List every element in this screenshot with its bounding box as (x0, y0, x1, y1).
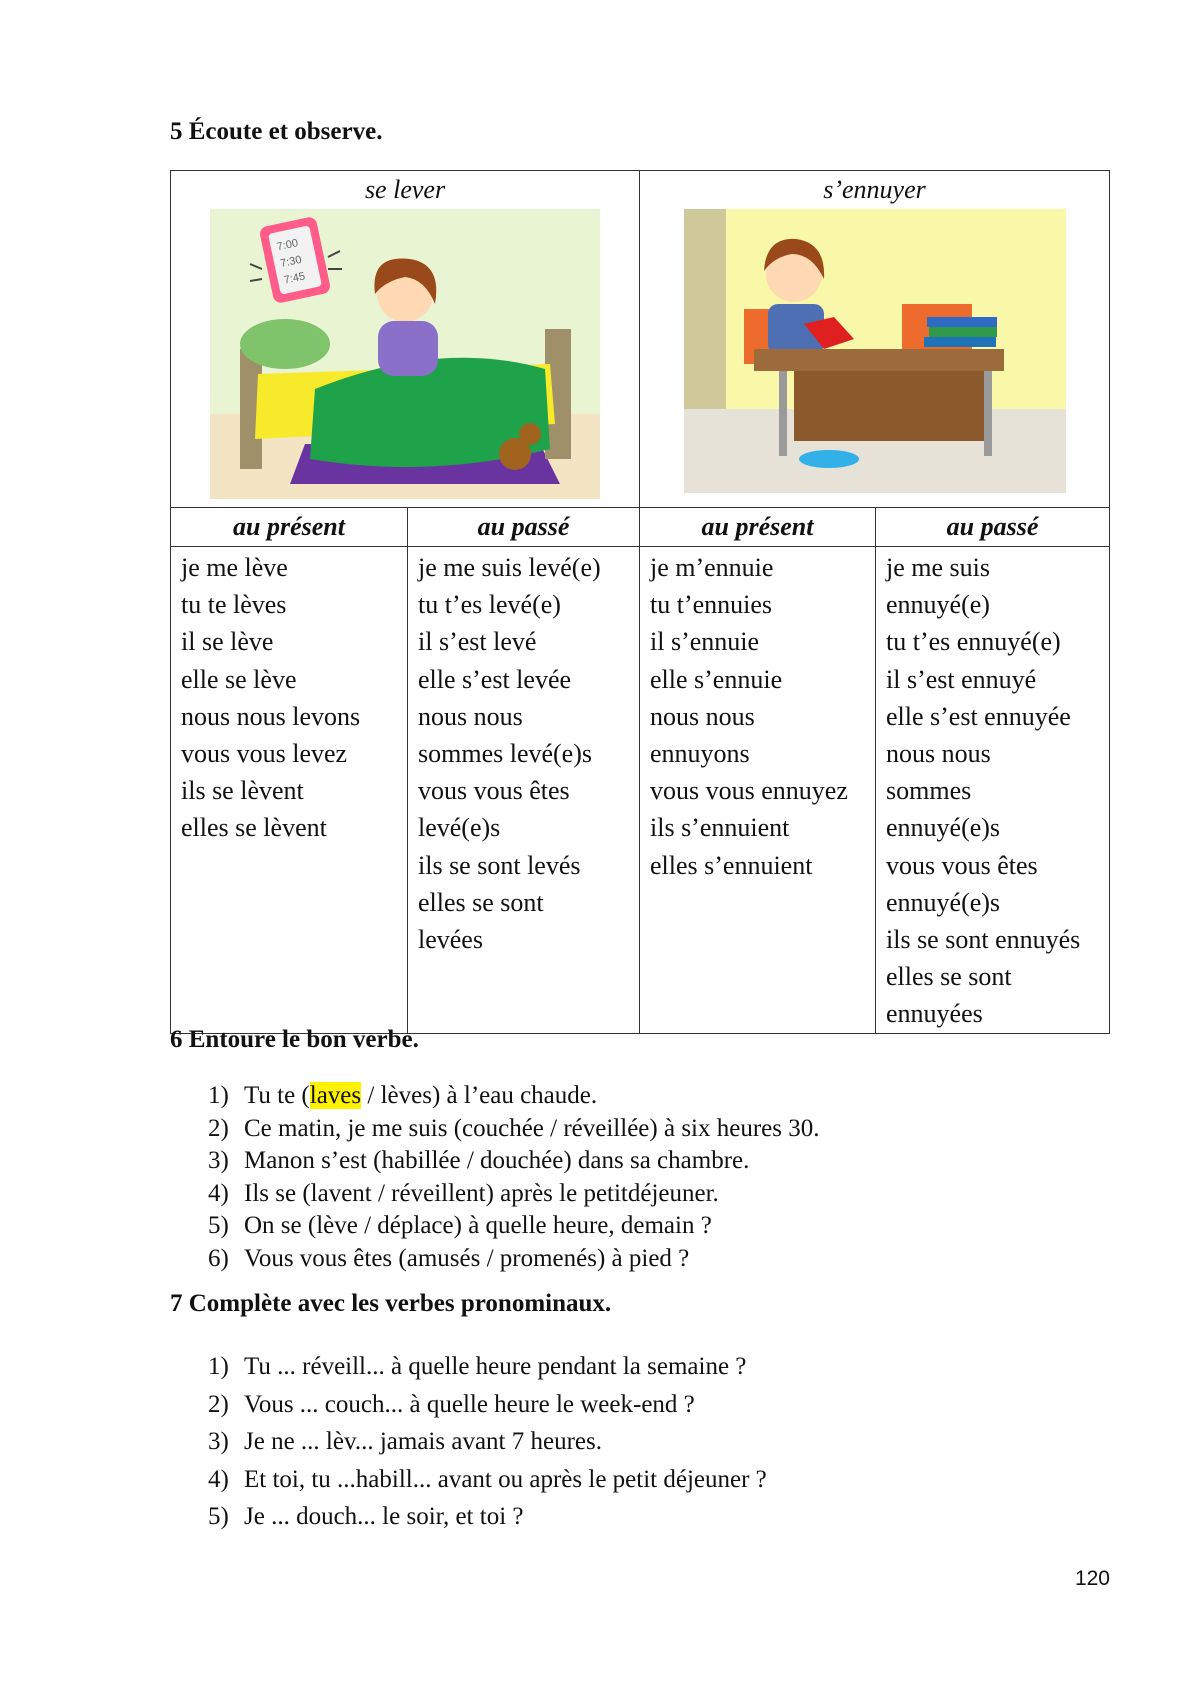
conjugation-line: vous vous êtes (886, 850, 1038, 880)
conjugation-line: ils se sont ennuyés (886, 924, 1081, 954)
conjugation-line: tu t’es ennuyé(e) (886, 627, 1061, 657)
conjugation-line: vous vous êtes (418, 776, 570, 806)
conjugation-line: ils se sont levés (418, 850, 581, 880)
item-number: 6) (208, 1244, 229, 1272)
conjugation-line: sommes (886, 776, 972, 806)
exercise-item (208, 1178, 820, 1211)
conjugation-line: nous nous (886, 738, 991, 768)
conjugation-line: tu t’es levé(e) (418, 590, 561, 620)
girl-waking-up-illustration (210, 209, 600, 499)
verb-se-lever-cell (171, 171, 640, 508)
conjugation-line: levées (418, 924, 483, 954)
conjugation-line: elle se lève (181, 664, 297, 694)
item-number: 1) (208, 1082, 229, 1109)
conjugation-line: nous nous (650, 701, 755, 731)
exercise-7-title: 7 Complète avec les verbes pronominaux. (170, 1290, 612, 1317)
item-number: 4) (208, 1465, 229, 1493)
exercise-5-title: 5 Écoute et observe. (170, 118, 383, 145)
conjugation-line: ennuyons (650, 738, 750, 768)
exercise-item (208, 1210, 820, 1243)
exercise-item (208, 1145, 820, 1178)
s-ennuyer-past-forms (876, 547, 1109, 1033)
conjugation-line: vous vous ennuyez (650, 776, 848, 806)
item-text (244, 1461, 767, 1499)
sentence-part: Et toi, tu ...habill... avant ou après le petit déjeuner ? (244, 1465, 767, 1493)
exercise-6-title: 6 Entoure le bon verbe. (170, 1026, 419, 1053)
se-lever-past-forms (408, 547, 639, 1033)
conjugation-line: elle s’ennuie (650, 664, 783, 694)
sentence-part: Manon s’est (habillée / douchée) dans sa chambre. (244, 1147, 750, 1174)
exercise-item (208, 1348, 767, 1386)
conjugation-line: il se lève (181, 627, 274, 657)
item-number: 3) (208, 1147, 229, 1174)
sentence-part: Ils se (lavent / réveillent) après le petitdéjeuner. (244, 1179, 719, 1207)
verb-infinitive: s’ennuyer (823, 175, 926, 204)
item-text (244, 1243, 689, 1276)
exercise-7-list (208, 1348, 767, 1536)
verb-s-ennuyer-cell (640, 171, 1110, 508)
item-number: 5) (208, 1212, 229, 1239)
exercise-6-list (208, 1080, 820, 1275)
item-text (244, 1386, 695, 1424)
book-stack-icon (924, 317, 997, 347)
tense-header: au présent (640, 508, 876, 547)
conjugation-line: ils s’ennuient (650, 813, 790, 843)
conjugation-line: je me suis (886, 553, 990, 582)
conjugation-line: il s’est levé (418, 627, 537, 657)
verb-infinitive: se lever (364, 175, 446, 204)
sentence-part: Je ... douch... le soir, et toi ? (244, 1503, 524, 1530)
tense-header: au présent (171, 508, 408, 547)
sentence-part: Vous vous êtes (amusés / promenés) à pied ? (244, 1244, 690, 1272)
item-text (244, 1498, 524, 1536)
conjugation-line: elle s’est levée (418, 664, 572, 694)
conjugation-line: nous nous levons (181, 701, 361, 731)
item-text (244, 1080, 597, 1113)
sentence-part: Vous ... couch... à quelle heure le week-end ? (244, 1390, 695, 1418)
conjugation-line: ennuyé(e) (886, 590, 990, 620)
exercise-item (208, 1386, 767, 1424)
item-number: 4) (208, 1179, 229, 1207)
conjugation-table (170, 170, 1110, 1034)
conjugation-line: ennuyées (886, 999, 983, 1029)
tense-header: au passé (408, 508, 640, 547)
conjugation-line: vous vous levez (181, 738, 348, 768)
tense-header: au passé (876, 508, 1110, 547)
item-text (244, 1423, 602, 1461)
item-number: 2) (208, 1114, 229, 1142)
conjugation-line: elle s’est ennuyée (886, 701, 1071, 731)
item-text (244, 1210, 712, 1243)
conjugation-line: elles se sont (418, 887, 544, 917)
selected-verb[interactable]: laves (309, 1082, 362, 1109)
conjugation-line: elles s’ennuient (650, 850, 813, 880)
conjugation-line: nous nous (418, 701, 523, 731)
item-text (244, 1113, 820, 1146)
conjugation-line: levé(e)s (418, 813, 501, 843)
clock-time: 7:00 (275, 237, 300, 254)
exercise-item (208, 1423, 767, 1461)
clock-time: 7:30 (279, 253, 303, 270)
exercise-item (208, 1113, 820, 1146)
item-text (244, 1145, 749, 1178)
item-text (244, 1348, 746, 1386)
item-text (244, 1178, 719, 1211)
exercise-item (208, 1243, 820, 1276)
sentence-part: / lèves) à l’eau chaude. (361, 1082, 598, 1109)
item-number: 5) (208, 1503, 229, 1530)
conjugation-line: elles se lèvent (181, 813, 327, 843)
conjugation-line: il s’ennuie (650, 627, 760, 657)
clock-time: 7:45 (282, 270, 307, 287)
conjugation-line: je m’ennuie (650, 553, 774, 582)
conjugation-line: il s’est ennuyé (886, 664, 1037, 694)
conjugation-line: je me suis levé(e) (418, 553, 601, 582)
sentence-part: Tu ... réveill... à quelle heure pendant la semaine ? (244, 1353, 747, 1380)
item-number: 2) (208, 1390, 229, 1418)
conjugation-line: tu te lèves (181, 590, 287, 620)
conjugation-line: ennuyé(e)s (886, 813, 1001, 843)
conjugation-line: je me lève (181, 553, 288, 582)
s-ennuyer-present-forms (640, 547, 875, 1033)
exercise-item (208, 1498, 767, 1536)
page-number: 120 (1074, 1567, 1110, 1590)
exercise-item (208, 1080, 820, 1113)
sentence-part: On se (lève / déplace) à quelle heure, demain ? (244, 1212, 712, 1239)
se-lever-present-forms (171, 547, 407, 1033)
conjugation-line: elles se sont (886, 962, 1012, 992)
conjugation-line: sommes levé(e)s (418, 738, 593, 768)
sentence-part: Je ne ... lèv... jamais avant 7 heures. (244, 1428, 602, 1455)
item-number: 3) (208, 1428, 229, 1455)
bored-girl-reading-illustration (684, 209, 1066, 493)
item-number: 1) (208, 1353, 229, 1380)
conjugation-line: ils se lèvent (181, 776, 304, 806)
conjugation-line: tu t’ennuies (650, 590, 773, 620)
exercise-item (208, 1461, 767, 1499)
sentence-part: Tu te ( (244, 1082, 310, 1109)
sentence-part: Ce matin, je me suis (couchée / réveillée) à six heures 30. (244, 1114, 820, 1142)
conjugation-line: ennuyé(e)s (886, 887, 1001, 917)
